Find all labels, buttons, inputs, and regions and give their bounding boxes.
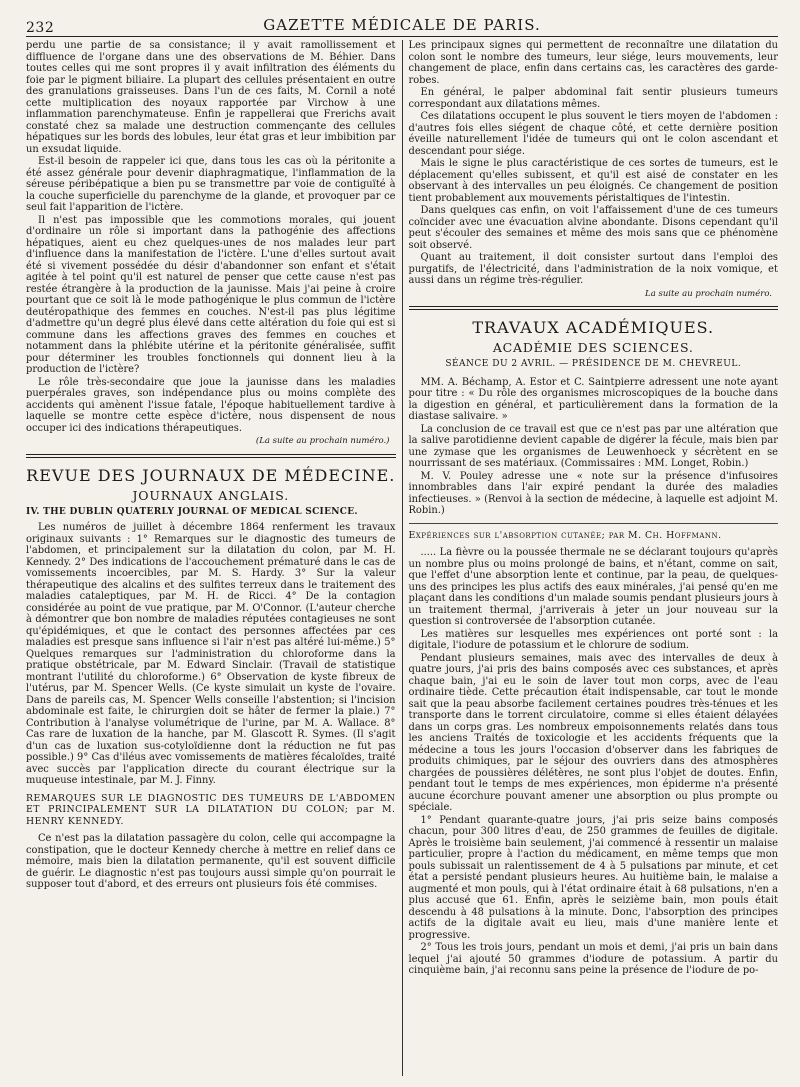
paragraph: Les principaux signes qui permettent de reconnaître une dilatation du colon sont le nombre des tumeurs, leur siége, leurs mouvements, leur changement de place, enfin dans certains cas, les caractères des garde-robes.	[408, 40, 778, 86]
paragraph: En général, le palper abdominal fait sentir plusieurs tumeurs correspondant aux dilatations mêmes.	[408, 87, 778, 110]
paragraph: Les matières sur lesquelles mes expériences ont porté sont : la digitale, l'iodure de potassium et le chlorure de sodium.	[408, 628, 778, 651]
section-subtitle: ACADÉMIE DES SCIENCES.	[492, 340, 694, 355]
paragraph: Pendant plusieurs semaines, mais avec des intervalles de deux à quatre jours, j'ai pris des bains composés avec ces substances, et après chaque bain, j'ai eu le soin de laver tout mon corps, avec de l'eau ordinaire tiède. Cette précaution était indispensable, car tout le monde sait que la peau absorbe facilement certaines poudres très-ténues et les transporte dans le torrent circulatoire, comme si elles étaient délayées dans un corps gras. Les nombreux empoisonnements relatés dans tous les anciens Traités de toxicologie et les accidents fréquents que la médecine a tous les jours l'occasion d'observer dans les fabriques de produits chimiques, par le séjour des ouvriers dans des atmosphères chargées de poussières délétères, ne sont plus l'objet de doutes. Enfin, pendant tout le temps de mes expériences, mon épiderme n'a présenté aucune écorchure pouvant amener une absorption ou plus prompte ou spéciale.	[408, 652, 778, 813]
text-columns	[26, 40, 778, 1076]
page-number: 232	[26, 20, 55, 36]
section-title: REVUE DES JOURNAUX DE MÉDECINE.	[26, 465, 396, 485]
article-subheading: Expériences sur l'absorption cutanée; par M. Ch. Hoffmann.	[408, 529, 722, 541]
paragraph: Ces dilatations occupent le plus souvent le tiers moyen de l'abdomen : d'autres fois elles siégent de chaque côté, et cette dernière position éveille naturellement l'idée de tumeurs qui ont le colon ascendant et descendant pour siége.	[408, 111, 778, 157]
paragraph: Le rôle très-secondaire que joue la jaunisse dans les maladies puerpérales graves, son indépendance plus ou moins complète des accidents qui amènent l'issue fatale, l'époque habituellement tardive à laquelle se montre cette espèce d'ictère, nous dispensent de nous occuper ici des indications thérapeutiques.	[26, 376, 396, 434]
paragraph: perdu une partie de sa consistance; il y avait ramollissement et diffluence de l'organe dans une des observations de M. Béhier. Dans toutes celles qui me sont propres il y avait infiltration des éléments du foie par le pigment biliaire. La plupart des cellules présentaient en outre des granulations graisseuses. Dans l'un de ces faits, M. Cornil a noté cette multiplication des noyaux rapportée par Virchow à une inflammation parenchymateuse. Enfin je rappellerai que Frerichs avait constaté chez sa malade une destruction commençante des cellules hépatiques sur les bords des lobules, leur état gras et leur imbibition par un exsudat liquide.	[26, 40, 396, 155]
paragraph: Dans quelques cas enfin, on voit l'affaissement d'une de ces tumeurs coïncider avec une évacuation alvine abondante. Disons cependant qu'il peut s'écouler des semaines et même des mois sans que ce phénomène soit observé.	[408, 205, 778, 251]
section-divider	[26, 454, 396, 458]
left-column	[26, 40, 402, 1076]
paragraph: Il n'est pas impossible que les commotions morales, qui jouent d'ordinaire un rôle si important dans la pathogénie des affections hépatiques, aient eu chez quelques-unes de nos malades leur part d'influence dans la manifestation de l'ictère. L'une d'elles surtout avait été si vivement possédée du désir d'abandonner son enfant et s'était agitée à tel point qu'il est naturel de penser que cette cause n'est pas restée étrangère à la production de la jaunisse. Mais j'ai peine à croire pourtant que ce soit là le mode pathogénique le plus commun de l'ictère deutéropathique des femmes en couches. N'est-il pas plus légitime d'admettre qu'un degré plus élevé dans cette altération du foie qui est si commune dans les affections graves des femmes en couches et notamment dans la phlébite utérine et la péritonite généralisée, suffit pour déterminer les troubles fonctionnels qui donnent lieu à la production de l'ictère?	[26, 214, 396, 375]
paragraph: Les numéros de juillet à décembre 1864 renferment les travaux originaux suivants : 1° Remarques sur le diagnostic des tumeurs de l'abdomen, et principalement sur la dilatation du colon, par M. H. Kennedy. 2° Des indications de l'accouchement prématuré dans le cas de vomissements incoercibles, par M. S. Hardy. 3° Sur la valeur thérapeutique des alcalins et des sulfites terreux dans le traitement des maladies cataleptiques, par M. H. de Ricci. 4° De la contagion considérée au point de vue pratique, par M. O'Connor. (L'auteur cherche à démontrer que bon nombre de maladies réputées contagieuses ne sont qu'épidémiques, et que le contact des personnes affectées par ces maladies est presque sans influence si l'air n'est pas altéré lui-même.) 5° Quelques remarques sur l'administration du chloroforme dans la pratique obstétricale, par M. Edward Sinclair. (Travail de statistique montrant l'utilité du chloroforme.) 6° Observation de kyste fibreux de l'utérus, par M. Spencer Wells. (Ce kyste simulait un kyste de l'ovaire. Dans de pareils cas, M. Spencer Wells conseille l'abstention; si l'incision abdominale est faite, le chirurgien doit se hâter de fermer la plaie.) 7° Contribution à l'analyse volumétrique de l'urine, par M. A. Wallace. 8° Cas rare de luxation de la hanche, par M. Glascott R. Symes. (Il s'agit d'un cas de luxation sus-cotyloïdienne dont la réduction ne fut pas possible.) 9° Cas d'iléus avec vomissements de matières fécaloïdes, traité avec succès par l'application directe du courant électrique sur la muqueuse intestinale, par M. J. Finny.	[26, 522, 396, 786]
page-header	[26, 14, 778, 37]
paragraph: Est-il besoin de rappeler ici que, dans tous les cas où la péritonite a été assez générale pour devenir diaphragmatique, l'inflammation de la séreuse péribépatique a bien pu se transmettre par voie de contiguïté à la couche superficielle du parenchyme de la glande, et provoquer par ce seul fait l'apparition de l'ictère.	[26, 156, 396, 213]
continuation-note: (La suite au prochain numéro.)	[255, 436, 390, 446]
section-title: TRAVAUX ACADÉMIQUES.	[472, 318, 715, 337]
article-heading: IV. THE DUBLIN QUATERLY JOURNAL OF MEDICAL SCIENCE.	[26, 506, 358, 517]
paragraph: Quant au traitement, il doit consister surtout dans l'emploi des purgatifs, de l'électricité, dans l'administration de la noix vomique, et aussi dans un régime très-régulier.	[408, 252, 778, 286]
divider	[409, 523, 779, 524]
paragraph: Ce n'est pas la dilatation passagère du colon, celle qui accompagne la constipation, que le docteur Kennedy cherche à mettre en relief dans ce mémoire, mais bien la dilatation permanente, qu'il est souvent difficile de guérir. Le diagnostic n'est pas toujours aussi simple qu'on pourrait le supposer tout d'abord, et des erreurs ont plusieurs fois été commises.	[26, 833, 396, 890]
paragraph: Mais le signe le plus caractéristique de ces sortes de tumeurs, est le déplacement qu'elles subissent, et qu'il est aisé de constater en les observant à des intervalles un peu éloignés. Ce changement de position tient probablement aux mouvements péristaltiques de l'intestin.	[408, 158, 778, 204]
newspaper-page	[26, 14, 778, 1076]
paragraph: 2° Tous les trois jours, pendant un mois et demi, j'ai pris un bain dans lequel j'ai ajouté 50 grammes d'iodure de potassium. A partir du cinquième bain, j'ai reconnu sans peine la présence de l'iodure de po-	[408, 942, 778, 976]
right-column	[403, 40, 779, 1076]
paragraph: M. V. Pouley adresse une « note sur la présence d'infusoires innombrables dans l'air expiré pendant la durée des maladies infectieuses. » (Renvoi à la section de médecine, à laquelle est adjoint M. Robin.)	[408, 470, 778, 516]
journal-title: GAZETTE MÉDICALE DE PARIS.	[263, 16, 541, 34]
section-divider	[409, 306, 779, 310]
continuation-note: La suite au prochain numéro.	[645, 288, 772, 299]
paragraph: ..... La fièvre ou la poussée thermale ne se déclarant toujours qu'après un nombre plus ou moins prolongé de bains, et n'étant, comme on sait, que l'effet d'une absorption lente et continue, par la peau, de quelques-uns des principes les plus actifs des eaux minérales, j'ai pensé qu'en me plaçant dans les conditions d'un malade soumis pendant plusieurs jours à un traitement thermal, j'arriverais à jeter un jour nouveau sur la question si controversée de l'absorption cutanée.	[408, 547, 778, 627]
session-line: SÉANCE DU 2 AVRIL. — PRÉSIDENCE DE M. CHEVREUL.	[445, 359, 742, 369]
paragraph: 1° Pendant quarante-quatre jours, j'ai pris seize bains composés chacun, pour 300 litres d'eau, de 250 grammes de feuilles de digitale. Après le troisième bain seulement, j'ai commencé à ressentir un malaise particulier, propre à l'action du médicament, en même temps que mon pouls subissait un ralentissement de 4 à 5 pulsations par minute, et cet état a persisté pendant plusieurs heures. Au huitième bain, le malaise a augmenté et mon pouls, qui à l'état ordinaire était à 68 pulsations, n'en a plus accusé que 61. Enfin, après le seizième bain, mon pouls était descendu à 48 pulsations à la minute. Donc, l'absorption des principes actifs de la digitale avait eu lieu, mais d'une manière lente et progressive.	[408, 814, 778, 941]
paragraph: MM. A. Béchamp, A. Estor et C. Saintpierre adressent une note ayant pour titre : « Du rôle des organismes microscopiques de la bouche dans la digestion en général, et particulièrement dans la formation de la diastase salivaire. »	[408, 376, 778, 422]
article-subheading: REMARQUES SUR LE DIAGNOSTIC DES TUMEURS DE L'ABDOMEN ET PRINCIPALEMENT SUR LA DILATATION DU COLON; par M. HENRY KENNEDY.	[26, 792, 396, 827]
paragraph: La conclusion de ce travail est que ce n'est pas par une altération que la salive parotidienne devient capable de digérer la fécule, mais bien par une zymase que les organismes de Leuwenhoeck y sécrètent en se nourrissant de ses matériaux. (Commissaires : MM. Longet, Robin.)	[408, 423, 778, 469]
section-subtitle: JOURNAUX ANGLAIS.	[132, 487, 289, 503]
